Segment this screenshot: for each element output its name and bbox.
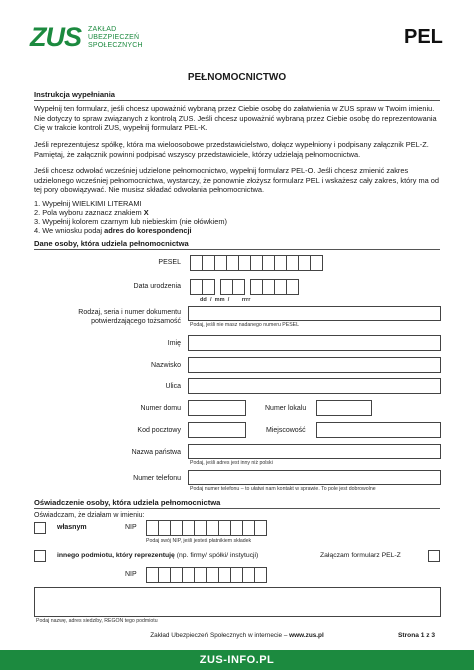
section2-heading: Oświadczenie osoby, która udziela pełnomocnictwa <box>34 498 221 507</box>
form-code: PEL <box>404 26 443 48</box>
own-nip-hint: Podaj swój NIP, jeśli jesteś płatnikiem składek <box>146 538 252 544</box>
first-name-input[interactable] <box>188 335 441 351</box>
other-entity-checkbox[interactable] <box>34 550 46 562</box>
instruction-step: 3. Wypełnij kolorem czarnym lub niebieskim (nie ołówkiem) <box>34 217 227 226</box>
entity-address-hint: Podaj nazwę, adres siedziby, REGON tego podmiotu <box>36 618 158 624</box>
id-document-input[interactable] <box>188 306 441 321</box>
pesel-label: PESEL <box>158 259 181 266</box>
page-number: Strona 1 z 3 <box>398 632 436 639</box>
instruction-paragraph: Jeśli chcesz odwołać wcześniej udzielone pełnomocnictwo, wypełnij formularz PEL-O. Jeśli chcesz zmienić zakres udzielonego wcześniej pełnomocnictwa, wystarczy, że ponownie złożysz formularz PEL i wskażesz cały zakres, który ma od tej pory obowiązywać. Nie musisz składać odwołania pełnomocnictwa. <box>34 166 440 195</box>
instruction-paragraph: Jeśli reprezentujesz spółkę, która ma wieloosobowe przedstawicielstwo, dołącz wypełniony i podpisany załącznik PEL-Z. Pamiętaj, że załącznik powinni podpisać wszyscy przedstawiciele, którzy udzielają pełnomocnictwa. <box>34 140 429 159</box>
divider <box>34 508 440 509</box>
instruction-step: 4. We wniosku podaj adres do korespondencji <box>34 226 192 235</box>
footer-text: Zakład Ubezpieczeń Społecznych w internecie – www.zus.pl <box>150 632 324 639</box>
digit-cell[interactable] <box>254 520 267 536</box>
instruction-step: 1. Wypełnij WIELKIMI LITERAMI <box>34 199 142 208</box>
last-name-input[interactable] <box>188 357 441 373</box>
dob-label: Data urodzenia <box>133 283 181 290</box>
flat-number-label: Numer lokalu <box>265 405 307 412</box>
street-label: Ulica <box>165 383 181 390</box>
logo-line: UBEZPIECZEŃ <box>88 34 140 41</box>
last-name-label: Nazwisko <box>151 362 181 369</box>
divider <box>34 100 440 101</box>
first-name-label: Imię <box>167 340 181 347</box>
country-label: Nazwa państwa <box>131 449 181 456</box>
country-hint: Podaj, jeśli adres jest inny niż polski <box>190 460 273 466</box>
attach-pelz-checkbox[interactable] <box>428 550 440 562</box>
id-document-hint: Podaj, jeśli nie masz nadanego numeru PESEL <box>190 322 300 328</box>
divider <box>34 249 440 250</box>
house-number-label: Numer domu <box>140 405 181 412</box>
logo-line: ZAKŁAD <box>88 26 117 33</box>
street-input[interactable] <box>188 378 441 394</box>
pesel-input[interactable] <box>190 255 322 271</box>
instructions-heading: Instrukcja wypełniania <box>34 90 116 99</box>
postcode-input[interactable] <box>188 422 246 438</box>
document-title: PEŁNOMOCNICTWO <box>187 72 287 83</box>
phone-input[interactable] <box>188 470 441 485</box>
own-name-checkbox[interactable] <box>34 522 46 534</box>
phone-hint: Podaj numer telefonu – to ułatwi nam kontakt w sprawie. To pole jest dobrowolne <box>190 486 376 492</box>
entity-address-input[interactable] <box>34 587 441 617</box>
country-input[interactable] <box>188 444 441 459</box>
nip-label: NIP <box>125 524 137 531</box>
instruction-step: 2. Pola wyboru zaznacz znakiem X <box>34 208 149 217</box>
phone-label: Numer telefonu <box>133 475 181 482</box>
own-nip-input[interactable] <box>146 520 266 536</box>
dob-format-hint: dd / mm / rrrr <box>200 297 251 303</box>
nip-label: NIP <box>125 571 137 578</box>
zus-logo: ZUS <box>30 22 81 52</box>
attach-pelz-label: Załączam formularz PEL-Z <box>320 552 401 559</box>
digit-cell[interactable] <box>310 255 323 271</box>
footer-link[interactable]: www.zus.pl <box>289 632 324 639</box>
logo-line: SPOŁECZNYCH <box>88 42 143 49</box>
city-label: Miejscowość <box>266 427 306 434</box>
section1-heading: Dane osoby, która udziela pełnomocnictwa <box>34 239 189 248</box>
watermark-bar: ZUS-INFO.PL <box>0 650 474 670</box>
entity-nip-input[interactable] <box>146 567 266 583</box>
digit-cell[interactable] <box>254 567 267 583</box>
other-entity-label: innego podmiotu, który reprezentuję (np. firmy/ spółki/ instytucji) <box>57 552 259 559</box>
flat-number-input[interactable] <box>316 400 372 416</box>
id-document-label: Rodzaj, seria i numer dokumentu potwierdzającego tożsamość <box>78 309 181 325</box>
house-number-input[interactable] <box>188 400 246 416</box>
dob-input[interactable] <box>190 279 298 295</box>
zus-logo-text <box>88 26 143 50</box>
digit-cell[interactable] <box>286 279 299 295</box>
own-name-label: własnym <box>57 524 87 531</box>
declaration-intro: Oświadczam, że działam w imieniu: <box>34 512 145 519</box>
instruction-paragraph: Wypełnij ten formularz, jeśli chcesz upoważnić wybraną przez Ciebie osobę do załatwienia w ZUS spraw w Twoim imieniu. Nie dotyczy to spraw związanych z kontrolą ZUS. Jeśli chcesz upoważnić wybraną przez Ciebie osobę do reprezentowania Cię w trakcie kontroli ZUS, wypełnij formularz PEL-K. <box>34 104 437 133</box>
city-input[interactable] <box>316 422 441 438</box>
postcode-label: Kod pocztowy <box>137 427 181 434</box>
